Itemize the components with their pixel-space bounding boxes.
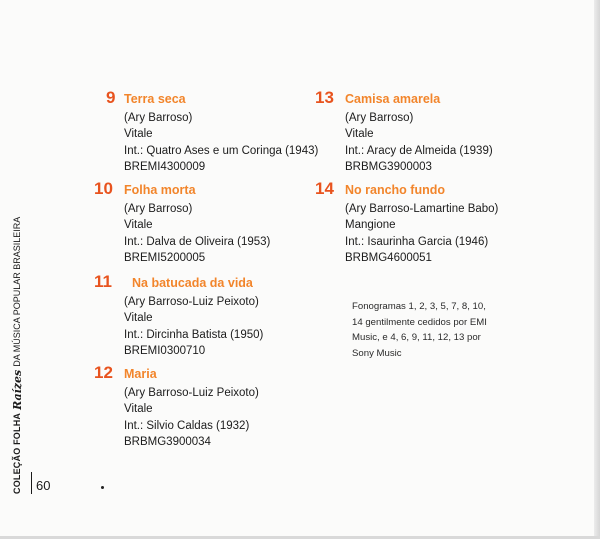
page-number-divider	[31, 472, 32, 494]
track-publisher: Vitale	[124, 403, 153, 416]
track-performer: Int.: Aracy de Almeida (1939)	[345, 144, 493, 157]
note-line: Sony Music	[352, 347, 402, 359]
track-number: 13	[315, 88, 334, 107]
phonogram-credits-note	[352, 299, 502, 361]
track-title: Folha morta	[124, 183, 196, 197]
track-title: Camisa amarela	[345, 92, 441, 106]
track-title: Na batucada da vida	[132, 276, 253, 290]
track-publisher: Vitale	[124, 219, 153, 232]
page-edge-shadow	[594, 0, 600, 539]
track-number: 14	[315, 179, 334, 198]
track-entry	[94, 363, 259, 451]
track-title: Maria	[124, 367, 157, 381]
track-composer: (Ary Barroso)	[124, 203, 193, 215]
track-composer: (Ary Barroso-Luiz Peixoto)	[124, 296, 259, 308]
track-isrc: BRBMG3900003	[345, 161, 432, 174]
track-entry	[94, 272, 264, 360]
track-number: 10	[94, 179, 113, 198]
track-heading	[315, 181, 498, 201]
track-isrc: BRBMG4600051	[345, 252, 432, 265]
collection-suffix: DA MÚSICA POPULAR BRASILEIRA	[12, 216, 22, 367]
page-number: 60	[36, 478, 51, 493]
track-performer: Int.: Isaurinha Garcia (1946)	[345, 235, 489, 248]
track-isrc: BREMI4300009	[124, 161, 206, 174]
track-number: 11	[94, 272, 112, 291]
note-line: Fonogramas 1, 2, 3, 5, 7, 8, 10,	[352, 301, 486, 312]
note-line: 14 gentilmente cedidos por EMI	[352, 316, 487, 328]
collection-prefix: COLEÇÃO FOLHA	[12, 412, 22, 494]
note-line: Music, e 4, 6, 9, 11, 12, 13 por	[352, 332, 481, 344]
track-heading	[94, 181, 270, 201]
track-heading	[94, 274, 263, 294]
track-title: Terra seca	[124, 92, 186, 106]
track-composer: (Ary Barroso-Luiz Peixoto)	[124, 387, 259, 399]
track-isrc: BREMI0300710	[124, 345, 206, 358]
track-publisher: Vitale	[124, 312, 153, 325]
track-number: 9	[106, 88, 116, 107]
track-composer: (Ary Barroso)	[124, 112, 193, 124]
print-speck	[101, 486, 104, 489]
track-composer: (Ary Barroso-Lamartine Babo)	[345, 203, 499, 215]
track-performer: Int.: Silvio Caldas (1932)	[124, 419, 250, 432]
track-entry	[315, 88, 493, 176]
track-publisher: Mangione	[345, 219, 396, 232]
track-entry	[315, 179, 499, 267]
track-performer: Int.: Dircinha Batista (1950)	[124, 328, 264, 341]
track-heading	[106, 90, 318, 110]
track-isrc: BRBMG3900034	[124, 436, 211, 449]
track-title: No rancho fundo	[345, 183, 445, 197]
track-entry	[94, 179, 271, 267]
track-entry	[106, 88, 319, 176]
track-heading	[315, 90, 493, 110]
track-publisher: Vitale	[124, 128, 153, 141]
track-number: 12	[94, 363, 113, 382]
collection-spine	[10, 216, 24, 494]
track-performer: Int.: Quatro Ases e um Coringa (1943)	[124, 144, 319, 157]
track-performer: Int.: Dalva de Oliveira (1953)	[124, 235, 271, 248]
collection-logo: Raízes	[10, 369, 24, 410]
track-composer: (Ary Barroso)	[345, 112, 414, 124]
track-heading	[94, 365, 259, 385]
track-publisher: Vitale	[345, 128, 374, 141]
track-isrc: BREMI5200005	[124, 252, 206, 265]
